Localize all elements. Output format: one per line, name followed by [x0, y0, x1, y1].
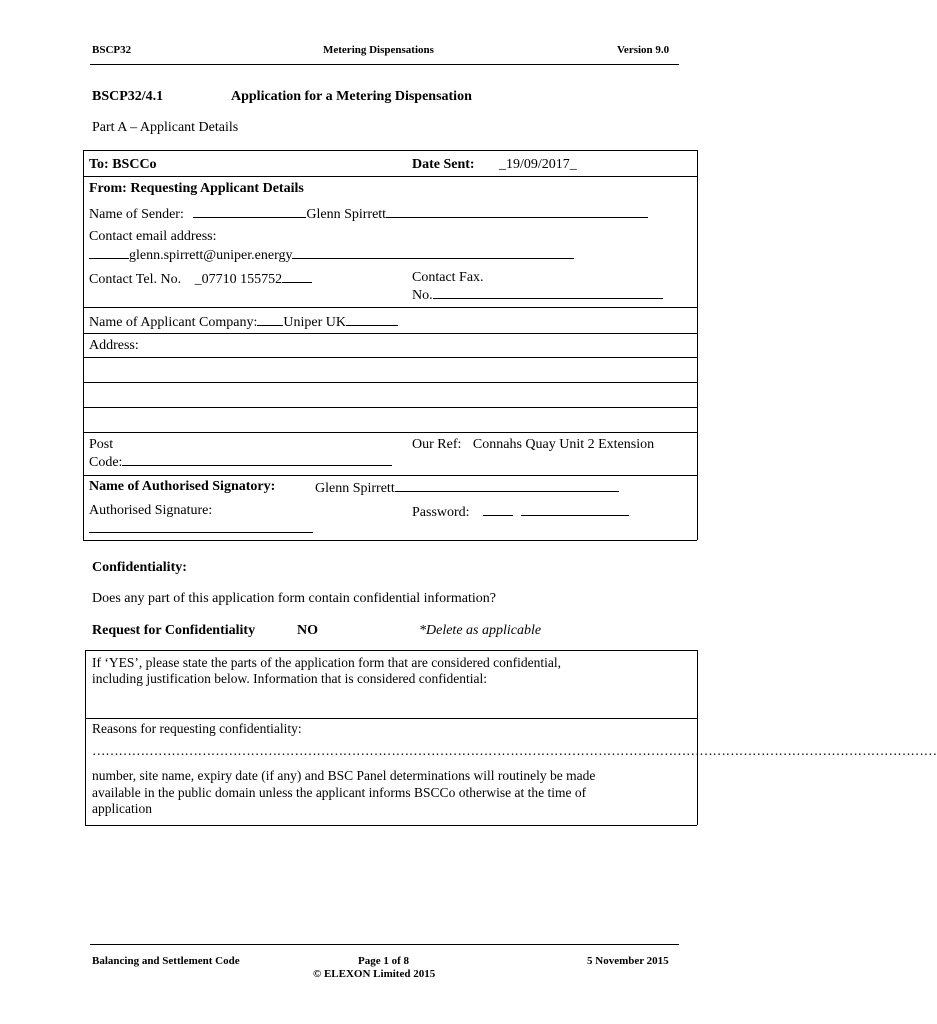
form-border-top — [83, 150, 697, 151]
signatory-row — [315, 479, 619, 497]
password-row — [412, 503, 629, 521]
request-confidentiality-value[interactable]: NO — [297, 623, 318, 638]
reasons-field[interactable]: ………………………………………………………………………………………………………………………………………………………………………… — [92, 743, 937, 758]
footer-date: 5 November 2015 — [587, 955, 669, 967]
postcode-row — [89, 453, 392, 471]
part-heading: Part A – Applicant Details — [92, 120, 239, 135]
company-underline-pre — [257, 313, 283, 326]
postcode-label-2: Code: — [89, 455, 123, 470]
tel-field[interactable]: _07710 155752 — [194, 272, 283, 287]
row-divider — [83, 475, 697, 476]
signatory-field[interactable]: Glenn Spirrett — [315, 481, 395, 496]
sender-row — [89, 205, 648, 223]
our-ref-label: Our Ref: — [412, 437, 462, 452]
form-border-right — [697, 150, 698, 540]
notice-line-3: application — [92, 801, 152, 816]
tel-label: Contact Tel. No. — [89, 272, 182, 287]
password-label: Password: — [412, 505, 470, 520]
form-border-left — [83, 150, 84, 540]
header-version: Version 9.0 — [617, 44, 670, 56]
password-field-a[interactable] — [483, 503, 513, 516]
email-underline-post — [292, 246, 574, 259]
request-confidentiality-label: Request for Confidentiality — [92, 623, 256, 638]
footer-code-name: Balancing and Settlement Code — [92, 955, 240, 967]
postcode-field[interactable] — [122, 453, 392, 466]
conf-instruction-1: If ‘YES’, please state the parts of the application form that are considered confidential, — [92, 655, 561, 670]
section-number: BSCP32/4.1 — [92, 89, 164, 104]
signatory-underline — [395, 479, 619, 492]
company-underline-post — [346, 313, 398, 326]
date-sent-field[interactable]: _19/09/2017_ — [499, 157, 577, 172]
conf-divider — [85, 718, 697, 719]
email-field[interactable]: glenn.spirrett@uniper.energy — [129, 248, 293, 263]
address-line-1-field[interactable] — [84, 358, 696, 381]
notice-line-1: number, site name, expiry date (if any) and BSC Panel determinations will routinely be made — [92, 768, 596, 783]
email-row — [89, 246, 574, 264]
conf-border-bottom — [85, 825, 697, 826]
conf-border-left — [85, 650, 86, 825]
conf-border-top — [85, 650, 697, 651]
row-divider — [83, 307, 697, 308]
sender-underline-pre — [193, 205, 306, 218]
our-ref-row — [412, 437, 654, 453]
footer-rule — [90, 944, 679, 945]
footer-copyright: © ELEXON Limited 2015 — [313, 968, 436, 980]
fax-label-1: Contact Fax. — [412, 270, 484, 285]
company-label: Name of Applicant Company: — [89, 315, 258, 330]
reasons-label: Reasons for requesting confidentiality: — [92, 721, 302, 736]
signature-field[interactable] — [89, 532, 313, 533]
to-label: To: BSCCo — [89, 157, 157, 172]
our-ref-field[interactable]: Connahs Quay Unit 2 Extension — [472, 437, 655, 452]
company-row — [89, 313, 398, 331]
header-doc-title: Metering Dispensations — [323, 44, 434, 56]
postcode-label-1: Post — [89, 437, 114, 452]
notice-line-2: available in the public domain unless the applicant informs BSCCo otherwise at the time of — [92, 785, 587, 800]
email-label: Contact email address: — [89, 229, 217, 244]
fax-label-2: No. — [412, 288, 433, 303]
email-underline-pre — [89, 246, 129, 259]
company-field[interactable]: Uniper UK — [283, 315, 346, 330]
sender-label: Name of Sender: — [89, 207, 184, 222]
row-divider — [83, 432, 697, 433]
footer-page-number: Page 1 of 8 — [358, 955, 410, 967]
conf-instruction-2: including justification below. Information that is considered confidential: — [92, 671, 488, 686]
from-heading: From: Requesting Applicant Details — [89, 181, 304, 196]
section-title: Application for a Metering Dispensation — [231, 89, 472, 104]
address-line-3-field[interactable] — [84, 408, 696, 431]
sender-field[interactable]: Glenn Spirrett — [306, 207, 387, 222]
address-line-2-field[interactable] — [84, 383, 696, 406]
signatory-label: Name of Authorised Signatory: — [89, 479, 276, 494]
date-sent-label: Date Sent: — [412, 157, 475, 172]
conf-border-right — [697, 650, 698, 825]
tel-underline — [282, 270, 312, 283]
delete-note: *Delete as applicable — [419, 623, 542, 638]
row-divider — [83, 333, 697, 334]
password-field-b[interactable] — [521, 503, 629, 516]
tel-row — [89, 270, 312, 288]
signature-label: Authorised Signature: — [89, 503, 213, 518]
confidentiality-question: Does any part of this application form contain confidential information? — [92, 591, 496, 606]
header-doc-code: BSCP32 — [92, 44, 132, 56]
header-rule — [90, 64, 679, 65]
fax-row — [412, 286, 663, 304]
sender-underline-post — [386, 205, 648, 218]
fax-field[interactable] — [433, 286, 663, 299]
row-divider — [83, 176, 697, 177]
address-label: Address: — [89, 338, 139, 353]
confidentiality-heading: Confidentiality: — [92, 560, 187, 575]
form-border-bottom — [83, 540, 697, 541]
confidential-info-field[interactable] — [86, 690, 696, 717]
